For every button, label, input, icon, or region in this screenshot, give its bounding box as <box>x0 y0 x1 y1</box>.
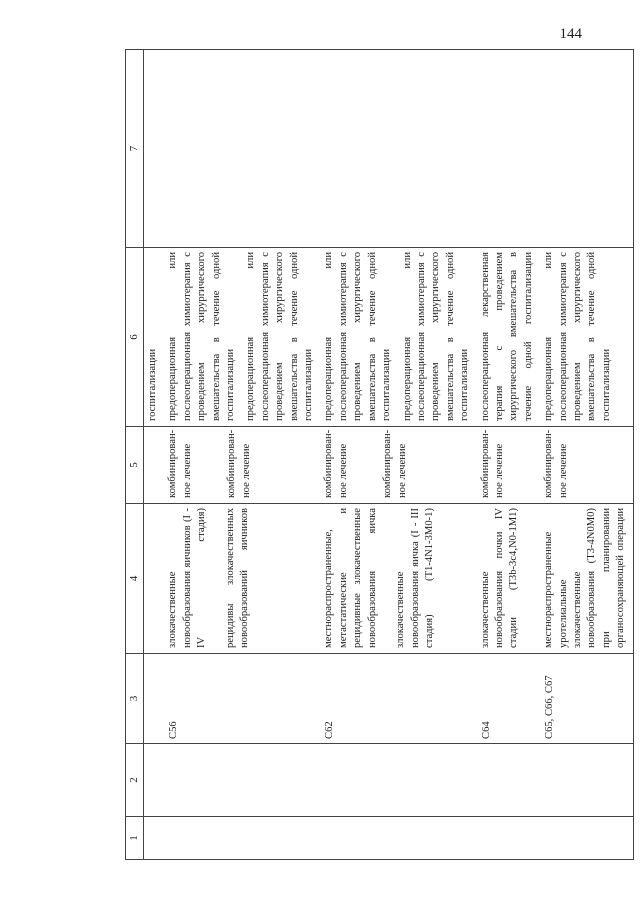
cell-col-1 <box>164 817 320 860</box>
cell-treatment-type <box>320 427 476 504</box>
icd-code: C56 <box>168 721 180 739</box>
diagnosis-text: местнораспространенные, метастатические и рецидивные злокачественные новообразования яичка <box>323 508 378 648</box>
table-row <box>164 50 320 860</box>
cell-treatment-type <box>540 427 633 504</box>
header-col-6: 6 <box>126 248 144 427</box>
method-text: госпитализации <box>147 348 158 421</box>
header-col-7: 7 <box>126 50 144 248</box>
cell-col-2 <box>477 744 541 817</box>
diagnosis-text: злокачественные новообразования почки IV стадии (T3b-3c4,N0-1M1) <box>479 508 520 648</box>
method-text: предоперационная или послеоперационная химиотерапия с проведением хирургического вмешательства в течение одной госпитализации <box>167 252 237 421</box>
cell-diagnosis <box>320 504 476 654</box>
header-col-5: 5 <box>126 427 144 504</box>
cell-col-7 <box>164 50 320 248</box>
cell-method <box>144 248 165 427</box>
cell-method <box>477 248 541 427</box>
table-row <box>477 50 541 860</box>
cell-method <box>320 248 476 427</box>
cell-method <box>164 248 320 427</box>
treatment-type-text: комбинирован-ное лечение <box>382 429 408 498</box>
cell-col-2 <box>540 744 633 817</box>
diagnosis-text: злокачественные новообразования яичка (I - III стадия) (T1-4N1-3M0-1) <box>395 508 435 648</box>
cell-col-1 <box>320 817 476 860</box>
treatment-type-text: комбинирован-ное лечение <box>323 429 349 498</box>
header-col-2: 2 <box>126 744 144 817</box>
table-row <box>144 50 165 860</box>
header-row <box>126 50 144 860</box>
cell-col-3 <box>144 654 165 744</box>
icd-code: C65, C66, C67 <box>544 675 556 739</box>
cell-col-1 <box>144 817 165 860</box>
diagnosis-text: местнораспространенные уротелиальные злокачественные новообразования (T3-4N0M0) при планировании органосохраняющей операции <box>543 508 627 648</box>
cell-col-1 <box>540 817 633 860</box>
treatment-type-text: комбинирован-ное лечение <box>167 429 193 498</box>
method-text: предоперационная или послеоперационная химиотерапия с проведением хирургического вмешательства в течение одной госпитализации <box>543 252 612 421</box>
rotated-table-container <box>125 50 627 860</box>
header-col-4: 4 <box>126 504 144 654</box>
cell-col-1 <box>477 817 541 860</box>
cell-col-7 <box>477 50 541 248</box>
cell-diagnosis <box>540 504 633 654</box>
cell-diagnosis <box>477 504 541 654</box>
method-text: предоперационная или послеоперационная химиотерапия с проведением хирургического вмешательства в течение одной госпитализации <box>323 252 393 421</box>
table-frame <box>125 50 627 860</box>
cell-col-7 <box>144 50 165 248</box>
treatment-table <box>125 49 634 860</box>
table-row <box>320 50 476 860</box>
cell-col-2 <box>144 744 165 817</box>
treatment-type-text: комбинирован-ное лечение <box>543 429 569 498</box>
method-text: послеоперационная лекарственная терапия с проведением хирургического вмешательства в течение одной госпитализации <box>479 252 534 421</box>
cell-icd-code <box>540 654 633 744</box>
cell-col-5 <box>144 427 165 504</box>
page-number: 144 <box>559 26 582 42</box>
cell-method <box>540 248 633 427</box>
cell-treatment-type <box>164 427 320 504</box>
table-row <box>540 50 633 860</box>
cell-icd-code <box>320 654 476 744</box>
method-text: предоперационная или послеоперационная химиотерапия с проведением хирургического вмешательства в течение одной госпитализации <box>401 252 471 421</box>
cell-col-7 <box>320 50 476 248</box>
cell-diagnosis <box>164 504 320 654</box>
icd-code: C62 <box>324 721 336 739</box>
cell-icd-code <box>164 654 320 744</box>
header-col-3: 3 <box>126 654 144 744</box>
cell-col-7 <box>540 50 633 248</box>
cell-col-2 <box>164 744 320 817</box>
method-text: предоперационная или послеоперационная химиотерапия с проведением хирургического вмешательства в течение одной госпитализации <box>245 252 315 421</box>
header-col-1: 1 <box>126 817 144 860</box>
icd-code: C64 <box>480 721 492 739</box>
diagnosis-text: злокачественные новообразования яичников (I - IV стадия) <box>167 508 208 648</box>
diagnosis-text: рецидивы злокачественных новообразований яичников <box>224 508 251 648</box>
cell-icd-code <box>477 654 541 744</box>
treatment-type-text: комбинирован-ное лечение <box>479 429 505 498</box>
cell-col-2 <box>320 744 476 817</box>
cell-treatment-type <box>477 427 541 504</box>
cell-col-4 <box>144 504 165 654</box>
treatment-type-text: комбинирован-ное лечение <box>226 429 252 498</box>
